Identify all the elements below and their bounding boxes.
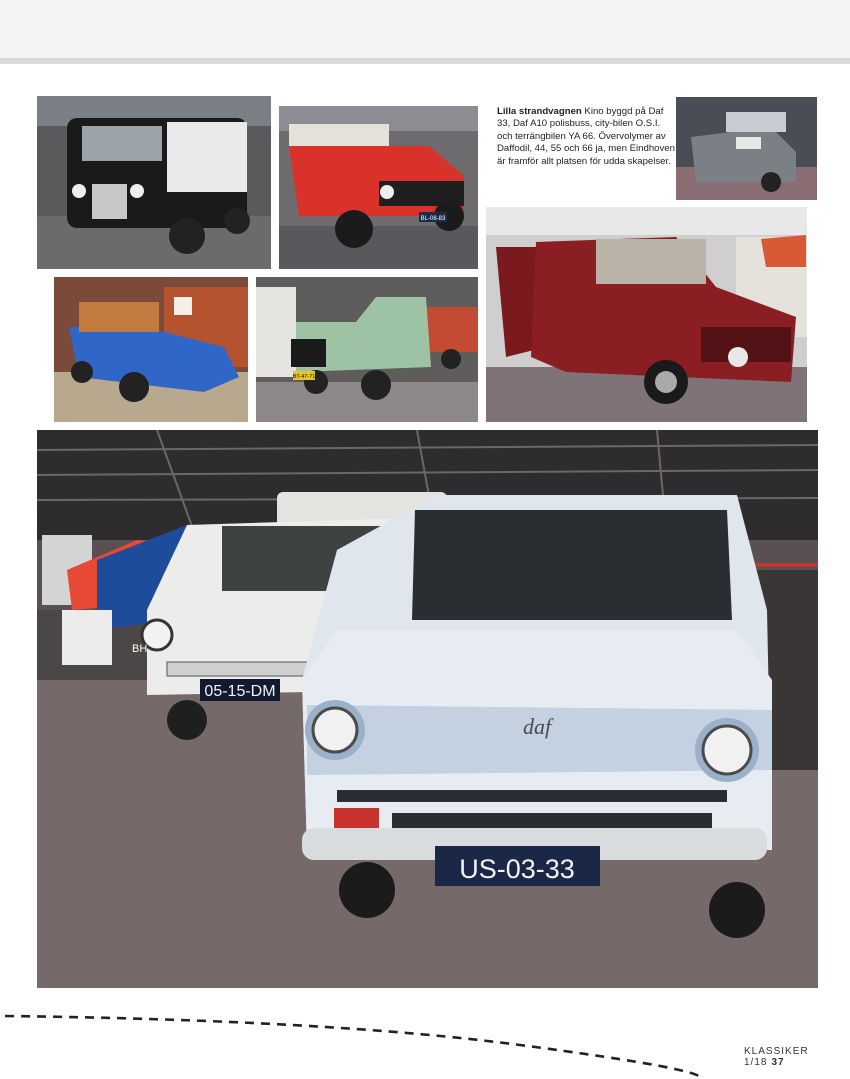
page-folio [744, 1046, 850, 1068]
plate-second-car: 05-15-DM [204, 683, 276, 700]
photo-red-jeep [279, 106, 478, 269]
plate-partial: BH [132, 643, 148, 655]
plate-red-jeep: BL-08-83 [420, 216, 446, 222]
photo-green-truck [256, 277, 478, 422]
photo-gray-car [676, 97, 817, 200]
page-number: 37 [771, 1057, 785, 1068]
magazine-issue: KLASSIKER 1/18 [744, 1046, 809, 1068]
photo-black-van [37, 96, 271, 269]
caption-body: Kino byggd på Daf 33, Daf A10 polisbuss, city-bilen O.S.I. och terrängbilen YA 66. Övervolymer av Daffodil, 44, 55 och 66 ja, men Eindhoven är framför allt platsen för udda skapelser. [497, 106, 675, 167]
photo-maroon-car [486, 207, 807, 422]
photo-caption [497, 106, 675, 168]
daf-badge: daf [522, 714, 552, 739]
header-rule [0, 58, 850, 64]
photo-blue-buggy [54, 277, 248, 422]
photo-daf-row [37, 430, 818, 988]
top-band [0, 0, 850, 58]
plate-green-truck: BT-47-71 [292, 374, 316, 380]
plate-front-car: US-03-33 [459, 854, 575, 884]
caption-lead: Lilla strandvagnen [497, 106, 582, 117]
dashed-route-line [0, 1000, 850, 1079]
